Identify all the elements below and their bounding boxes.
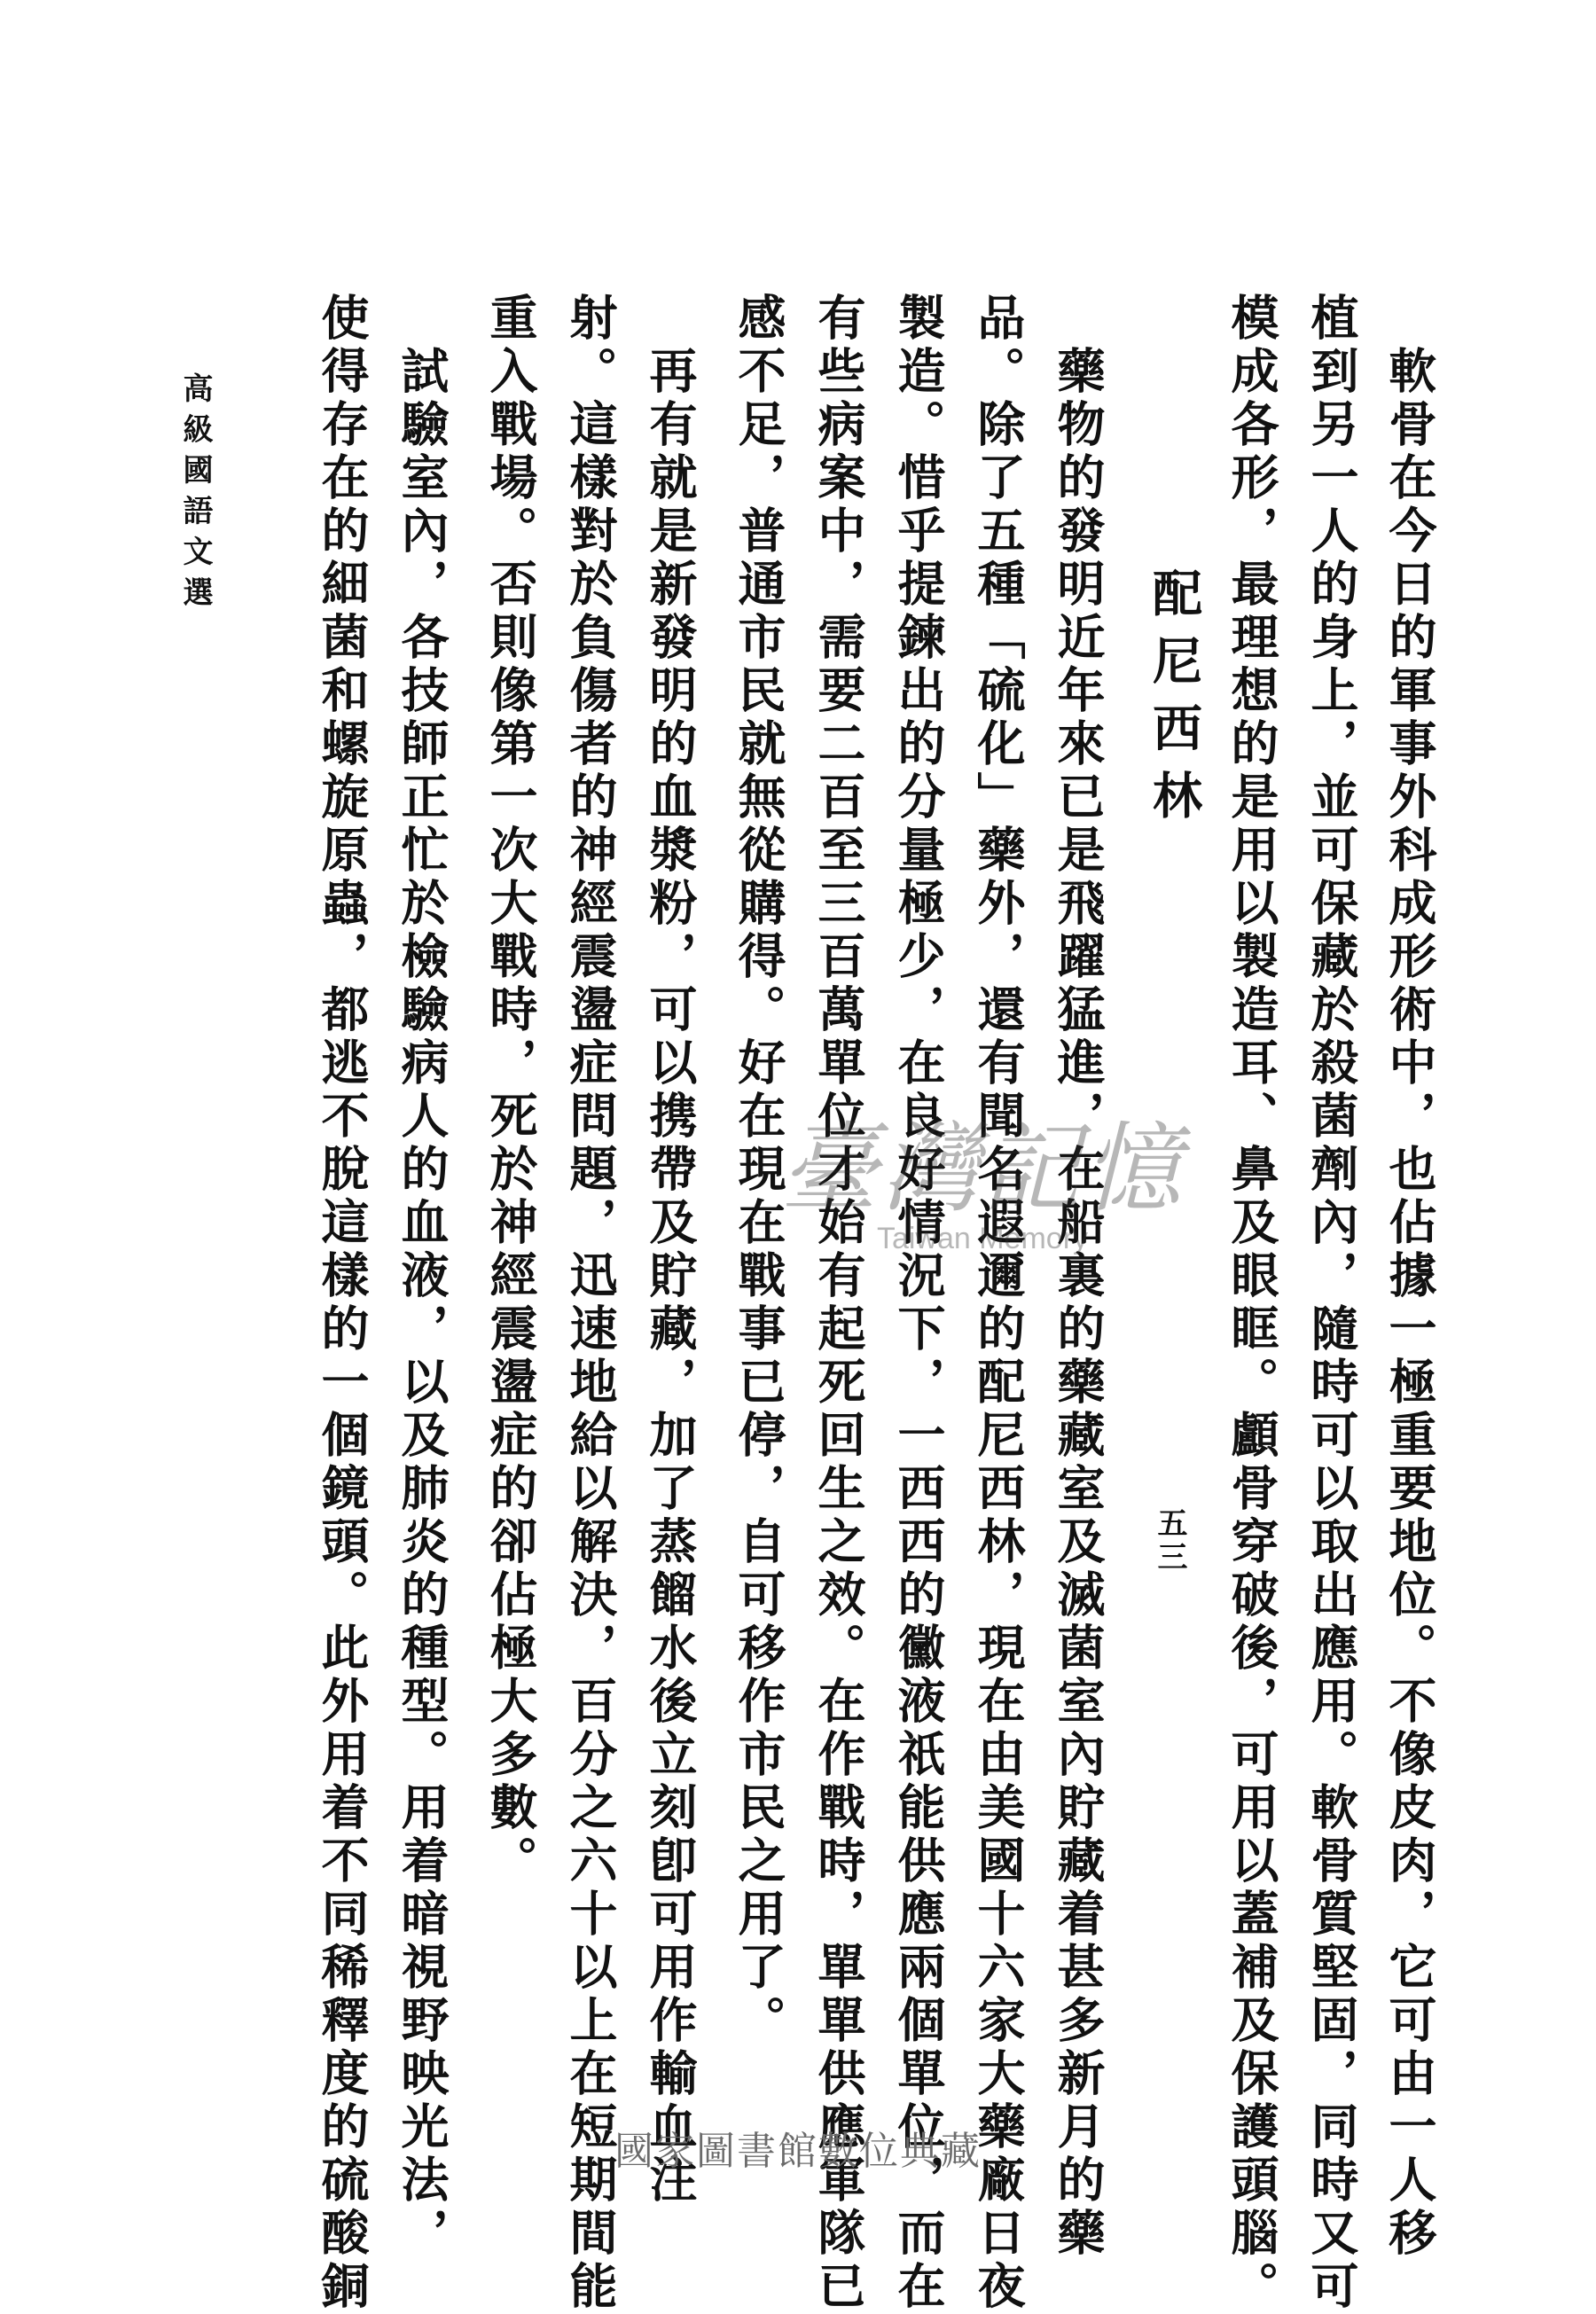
section-title: 配尼西林	[1145, 567, 1203, 837]
page-number: 五三	[1152, 1507, 1187, 1575]
text-column-4: 藥物的發明近年來已是飛躍猛進，在船裏的藥藏室及滅菌室內貯藏着甚多新月的藥	[1050, 293, 1107, 2261]
text-column-2: 植到另一人的身上，並可保藏於殺菌劑內，隨時可以取出應用。軟骨質堅固，同時又可	[1303, 293, 1360, 2314]
footer-credit: 國家圖書館數位典藏	[614, 2129, 982, 2174]
text-column-10: 射。這樣對於負傷者的神經震盪症問題，迅速地給以解決，百分之六十以上在短期間能	[562, 293, 619, 2314]
text-column-6: 製造。惜乎提鍊出的分量極少，在良好情況下，一西西的黴液祇能供應兩個單位，而在	[890, 293, 947, 2314]
watermark-sub: Taiwan Memory	[876, 1222, 1089, 1255]
text-column-1: 軟骨在今日的軍事外科成形術中，也佔據一極重要地位。不像皮肉，它可由一人移	[1381, 293, 1438, 2261]
text-column-5: 品。除了五種「硫化」藥外，還有聞名遐邇的配尼西林，現在由美國十六家大藥廠日夜	[970, 293, 1027, 2314]
text-column-9: 再有就是新發明的血漿粉，可以携帶及貯藏，加了蒸餾水後立刻卽可用作輸血注	[642, 293, 699, 2208]
text-column-12: 試驗室內，各技師正忙於檢驗病人的血液，以及肺炎的種型。用着暗視野映光法，	[394, 293, 450, 2261]
book-title-header: 高級國語文選	[177, 372, 213, 617]
text-column-13: 使得存在的細菌和螺旋原蟲，都逃不脫這樣的一個鏡頭。此外用着不同稀釋度的硫酸銅	[314, 293, 371, 2314]
watermark-main: 臺灣記憶	[780, 1112, 1185, 1225]
text-column-11: 重入戰場。否則像第一次大戰時，死於神經震盪症的卻佔極大多數。	[482, 293, 539, 1888]
text-column-8: 感不足，普通市民就無從購得。好在現在戰事已停，自可移作市民之用了。	[731, 293, 787, 2048]
text-column-3: 模成各形，最理想的是用以製造耳、鼻及眼眶。顱骨穿破後，可用以蓋補及保護頭腦。	[1224, 293, 1280, 2314]
text-column-7: 有些病案中，需要二百至三百萬單位才始有起死回生之效。在作戰時，單單供應軍隊已	[810, 293, 867, 2314]
watermark	[780, 1091, 1185, 1256]
